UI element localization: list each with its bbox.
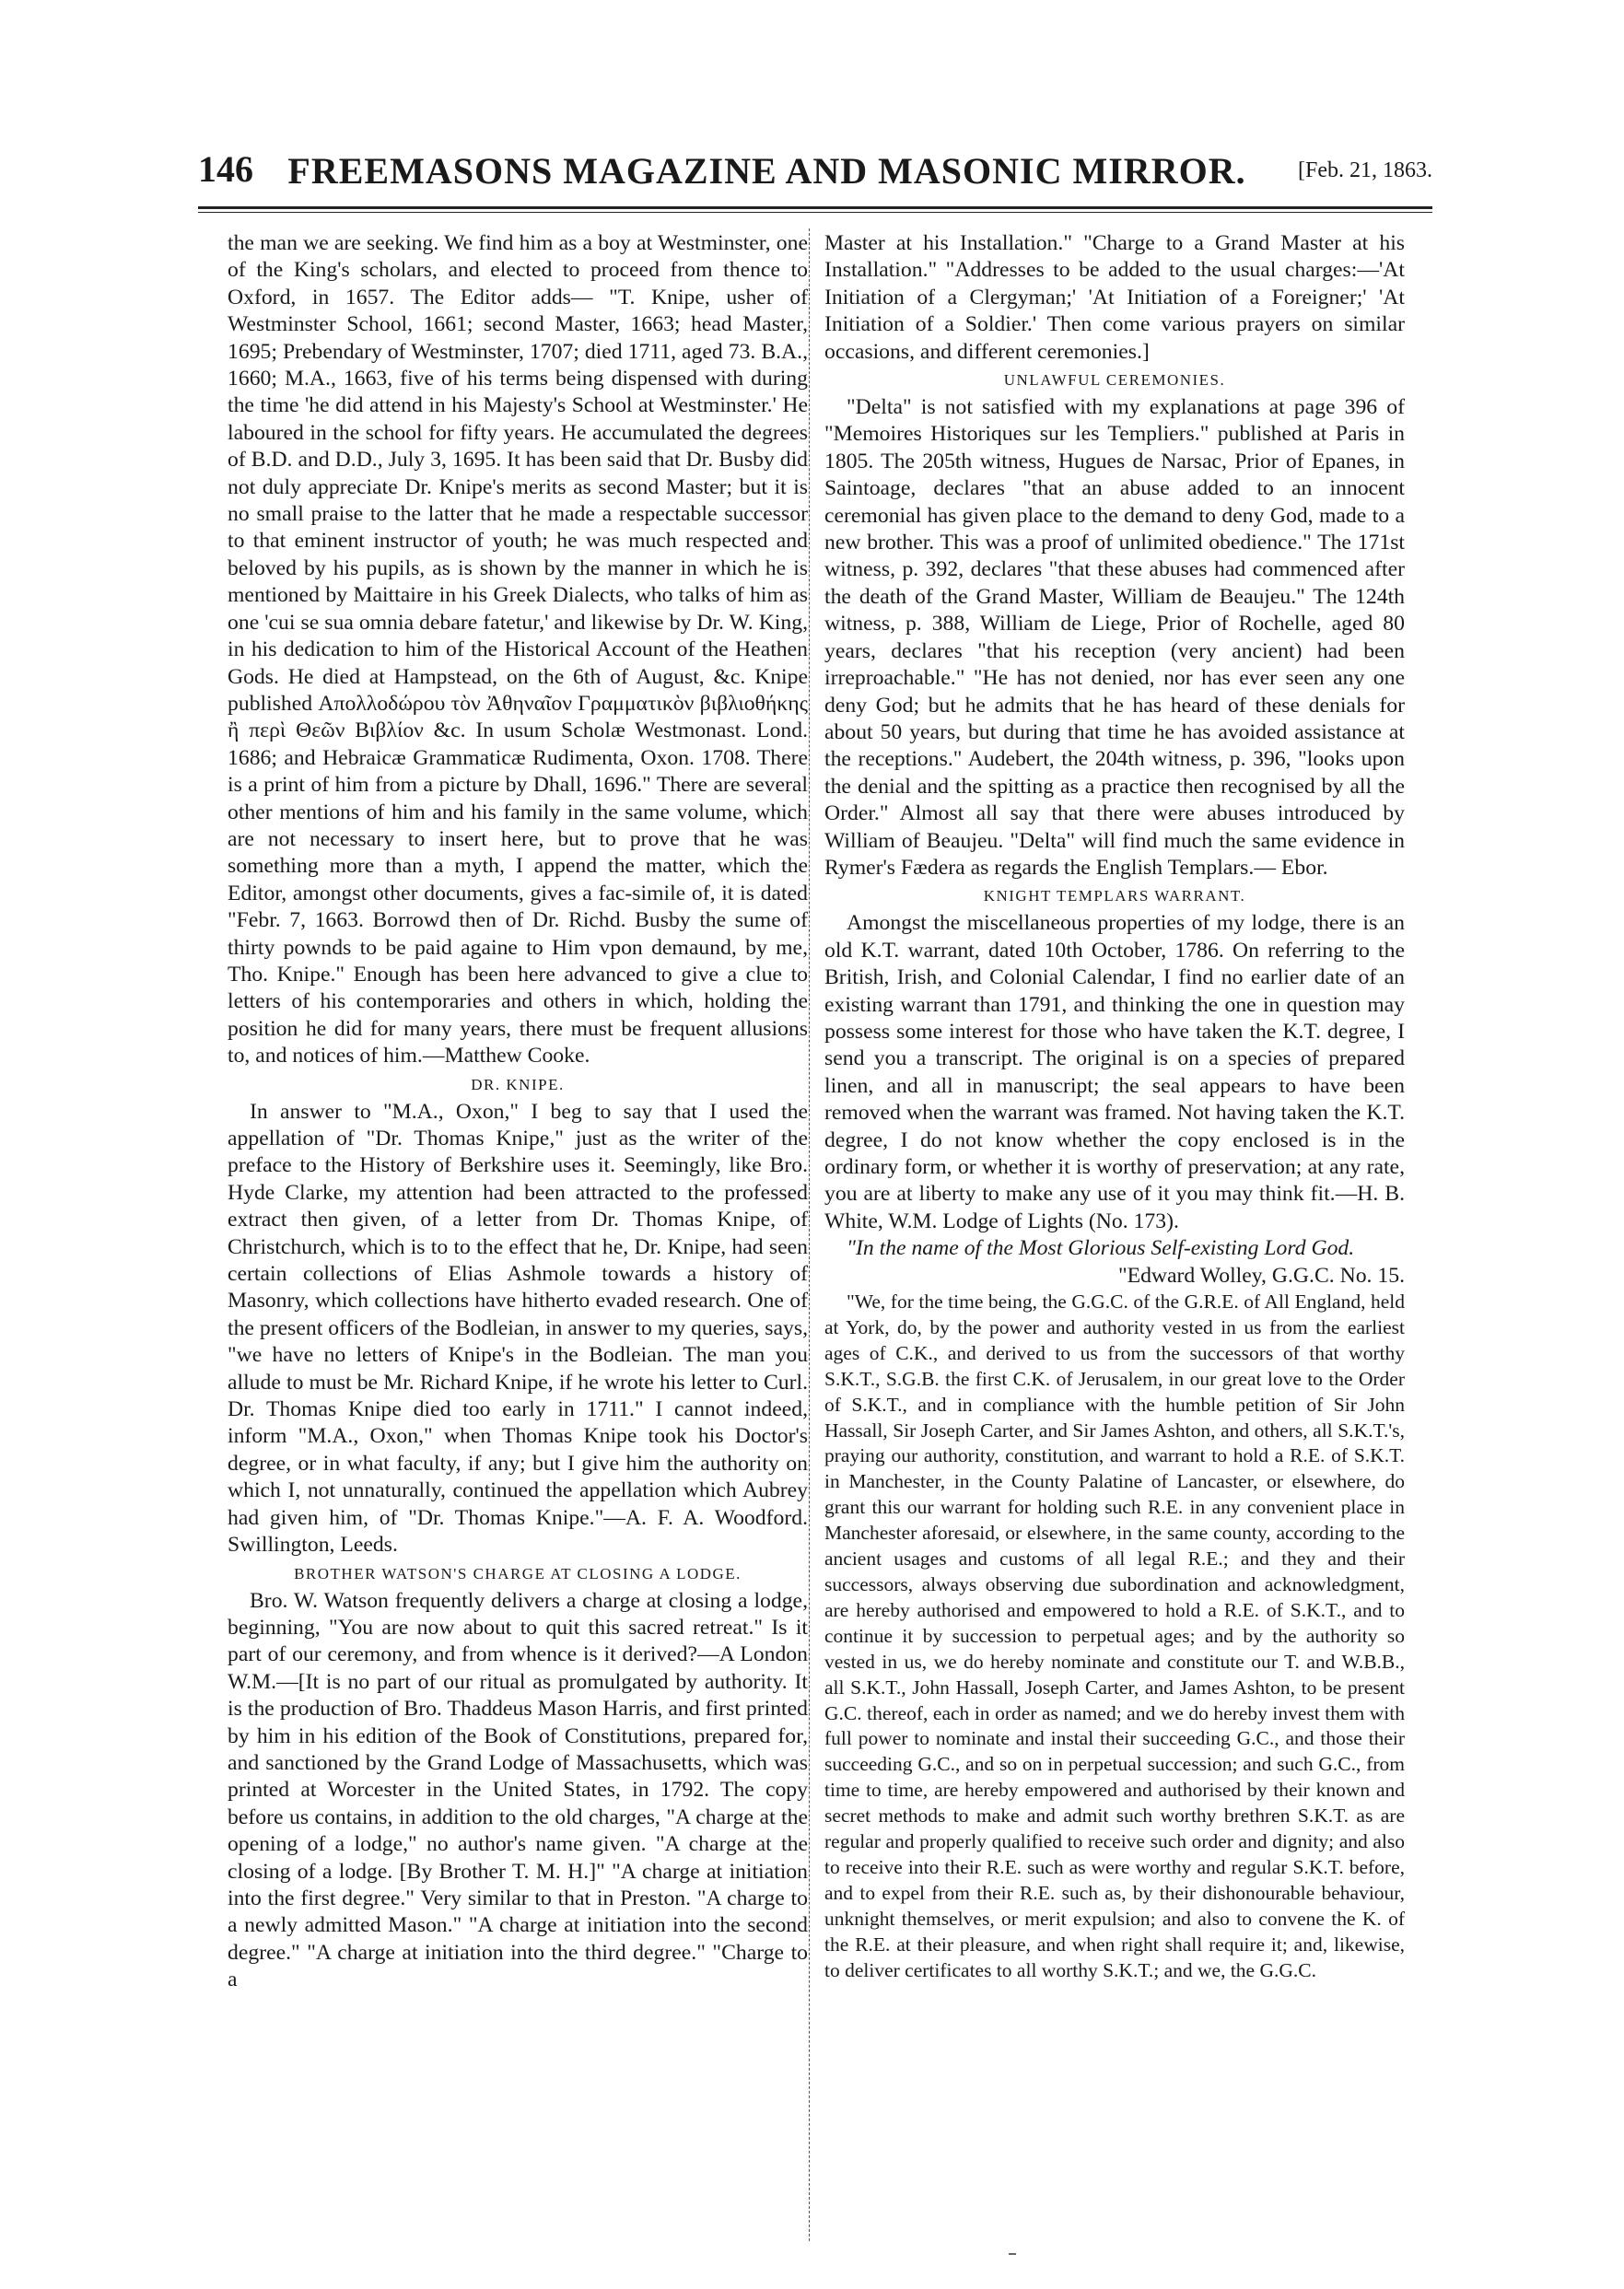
article-paragraph: Amongst the miscellaneous properties of my lodge, there is an old K.T. warrant, dated 10th October, 1786. On referring to the British, Irish, and Colonial Calendar, I find no earlier date of an existing warrant than 1791, and thinking the one in question may possess some interest for those who have taken the K.T. degree, I send you a transcript. The original is on a species of prepared linen, and all in manuscript; the seal appears to have been removed when the warrant was framed. Not having taken the K.T. degree, I do not know whether the copy enclosed is in the ordinary form, or whether it is worthy of preservation; at any rate, you are at liberty to make any use of it you may think fit.—H. B. White, W.M. Lodge of Lights (No. 173). [824,911,1405,1233]
article-paragraph: the man we are seeking. We find him as a boy at Westminster, one of the King's scholars, and elected to proceed from thence to Oxford, in 1657. The Editor adds— "T. Knipe, usher of Westminster School, 1661; second Master, 1663; head Master, 1695; Prebendary of Westminster, 1707; died 1711, aged 73. B.A., 1660; M.A., 1663, five of his terms being dispensed with during the time 'he did attend in his Majesty's School at Westminster.' He laboured in the school for fifty years. He accumulated the degrees of B.D. and D.D., July 3, 1695. It has been said that Dr. Busby did not duly appreciate Dr. Knipe's merits as second Master; but it is no small praise to the latter that he made a respectable successor to that eminent instructor of youth; he was much respected and beloved by his pupils, as is shown by the manner in which he is mentioned by Maittaire in his Greek Dialects, who talks of him as one 'cui se sua omnia debare fatetur,' and likewise by Dr. W. King, in his dedication to him of the Historical Account of the Heathen Gods. He died at Hampstead, on the 6th of August, &c. Knipe published Απολλοδώρου τὸν Ἀθηναῖον Γραμματικὸν βιβλιοθήκης ἢ περὶ Θεῶν Βιβλίον &c. In usum Scholæ Westmonast. Lond. 1686; and Hebraicæ Grammaticæ Rudimenta, Oxon. 1708. There is a print of him from a picture by Dhall, 1696." There are several other mentions of him and his family in the same volume, which are not necessary to insert here, but to prove that he was something more than a myth, I append the matter, which the Editor, amongst other documents, gives a fac-simile of, it is dated "Febr. 7, 1663. Borrowd then of Dr. Richd. Busby the sume of thirty pownds to be paid againe to Him vpon demaund, by me, Tho. Knipe." Enough has been here advanced to give a clue to letters of his contemporaries and others in which, holding the position he did for many years, there must be frequent allusions to, and notices of him.—Matthew Cooke. [228,231,808,1069]
article-paragraph: Master at his Installation." "Charge to a Grand Master at his Installation." "Addresses to be added to the usual charges:—'At Initiation of a Clergyman;' 'At Initiation of a Foreigner;' 'At Initiation of a Soldier.' Then come various prayers on similar occasions, and different ceremonies.] [824,231,1405,364]
section-heading: DR. KNIPE. [471,1075,565,1093]
warrant-text: "We, for the time being, the G.G.C. of the G.R.E. of All England, held at York, do, by the power and authority vested in us from the earliest ages of C.K., and derived to us from the successors of that worthy S.K.T., S.G.B. the first C.K. of Jerusalem, in our great love to the Order of S.K.T., and in compliance with the humble petition of Sir John Hassall, Sir Joseph Carter, and Sir James Ashton, and others, all S.K.T.'s, praying our authority, constitution, and warrant to hold a R.E. of S.K.T. in Manchester, in the County Palatine of Lancaster, or elsewhere, do grant this our warrant for holding such R.E. in any convenient place in Manchester aforesaid, or elsewhere, in the same county, according to the ancient usages and customs of all legal R.E.; and they and their successors, always observing due subordination and acknowledgment, are hereby authorised and empowered to hold a R.E. of S.K.T., and to continue it by succession to perpetual ages; and by the authority so vested in us, we do hereby nominate and constitute our T. and W.B.B., all S.K.T., John Hassall, Joseph Carter, and James Ashton, to be present G.C. thereof, each in order as named; and we do hereby invest them with full power to nominate and instal their succeeding G.C., and those their succeeding G.C., and so on in perpetual succession; and such G.C., from time to time, are hereby empowered and authorised by their known and secret methods to make and admit such worthy brethren S.K.T. as are regular and properly qualified to receive such order and dignity; and also to receive into their R.E. such as were worthy and regular S.K.T. before, and to expel from their R.E. such as, by their dishonourable behaviour, unknight themselves, or merit expulsion; and also to convene the K. of the R.E. at their pleasure, and when right shall require it; and, likewise, to deliver certificates to all worthy S.K.T.; and we, the G.G.C. [824,1290,1405,1981]
warrant-signatory: "Edward Wolley, G.G.C. No. 15. [1117,1263,1405,1288]
page-number: 146 [198,148,253,190]
issue-date: [Feb. 21, 1863. [1298,158,1432,182]
article-paragraph: In answer to "M.A., Oxon," I beg to say that I used the appellation of "Dr. Thomas Knipe," just as the writer of the preface to the History of Berkshire uses it. Seemingly, like Bro. Hyde Clarke, my attention had been attracted to the professed extract then given, of a letter from Dr. Thomas Knipe, of Christchurch, which is to to the effect that he, Dr. Knipe, had seen certain collections of Elias Ashmole towards a history of Masonry, which collections have hitherto evaded research. One of the present officers of the Bodleian, in answer to my queries, says, "we have no letters of Knipe's in the Bodleian. The man you allude to must be Mr. Richard Knipe, if he wrote his letter to Curl. Dr. Thomas Knipe died too early in 1711." I cannot indeed, inform "M.A., Oxon," when Thomas Knipe took his Doctor's degree, or in what faculty, if any; but I give him the authority on which I, not unnaturally, continued the appellation which Aubrey had given him, of "Dr. Thomas Knipe."—A. F. A. Woodford. Swillington, Leeds. [228,1099,808,1558]
warrant-invocation: "In the name of the Most Glorious Self-existing Lord God. [847,1236,1355,1261]
header-rule [198,206,1432,209]
left-column [228,230,808,1994]
section-heading: BROTHER WATSON'S CHARGE AT CLOSING A LODGE. [294,1564,742,1582]
page-header [198,147,1432,203]
page-mark [1009,2253,1016,2255]
column-divider [809,228,811,2241]
section-heading: KNIGHT TEMPLARS WARRANT. [983,887,1246,905]
right-column [824,230,1405,1984]
masthead-title: FREEMASONS MAGAZINE AND MASONIC MIRROR. [287,150,1246,192]
article-paragraph: Bro. W. Watson frequently delivers a charge at closing a lodge, beginning, "You are now about to quit this sacred retreat." Is it part of our ceremony, and from whence is it derived?—A London W.M.—[It is no part of our ritual as promulgated by authority. It is the production of Bro. Thaddeus Mason Harris, and first printed by him in his edition of the Book of Constitutions, prepared for, and sanctioned by the Grand Lodge of Massachusetts, which was printed at Worcester in the United States, in 1792. The copy before us contains, in addition to the old charges, "A charge at the opening of a lodge," no author's name given. "A charge at the closing of a lodge. [By Brother T. M. H.]" "A charge at initiation into the first degree." Very similar to that in Preston. "A charge to a newly admitted Mason." "A charge at initiation into the second degree." "A charge at initiation into the third degree." "Charge to a [228,1588,808,1992]
article-paragraph: "Delta" is not satisfied with my explanations at page 396 of "Memoires Historiques sur les Templiers." published at Paris in 1805. The 205th witness, Hugues de Narsac, Prior of Epanes, in Saintoage, declares "that an abuse added to an innocent ceremonial has given place to the demand to deny God, made to a new brother. This was a proof of unlimited obedience." The 171st witness, p. 392, declares "that these abuses had commenced after the death of the Grand Master, William de Beaujeu." The 124th witness, p. 388, William de Liege, Prior of Rochelle, aged 80 years, declares "that his reception (very ancient) had been irreproachable." "He has not denied, nor has ever seen any one deny God; but he admits that he has heard of these denials for about 50 years, but during that time he has avoided assistance at the receptions." Audebert, the 204th witness, p. 396, "looks upon the denial and the spitting as a practice then recognised by all the Order." Almost all say that there were abuses introduced by William of Beaujeu. "Delta" will find much the same evidence in Rymer's Fædera as regards the English Templars.— Ebor. [824,395,1405,880]
header-rule-thin [198,212,1432,213]
section-heading: UNLAWFUL CEREMONIES. [1003,371,1226,390]
